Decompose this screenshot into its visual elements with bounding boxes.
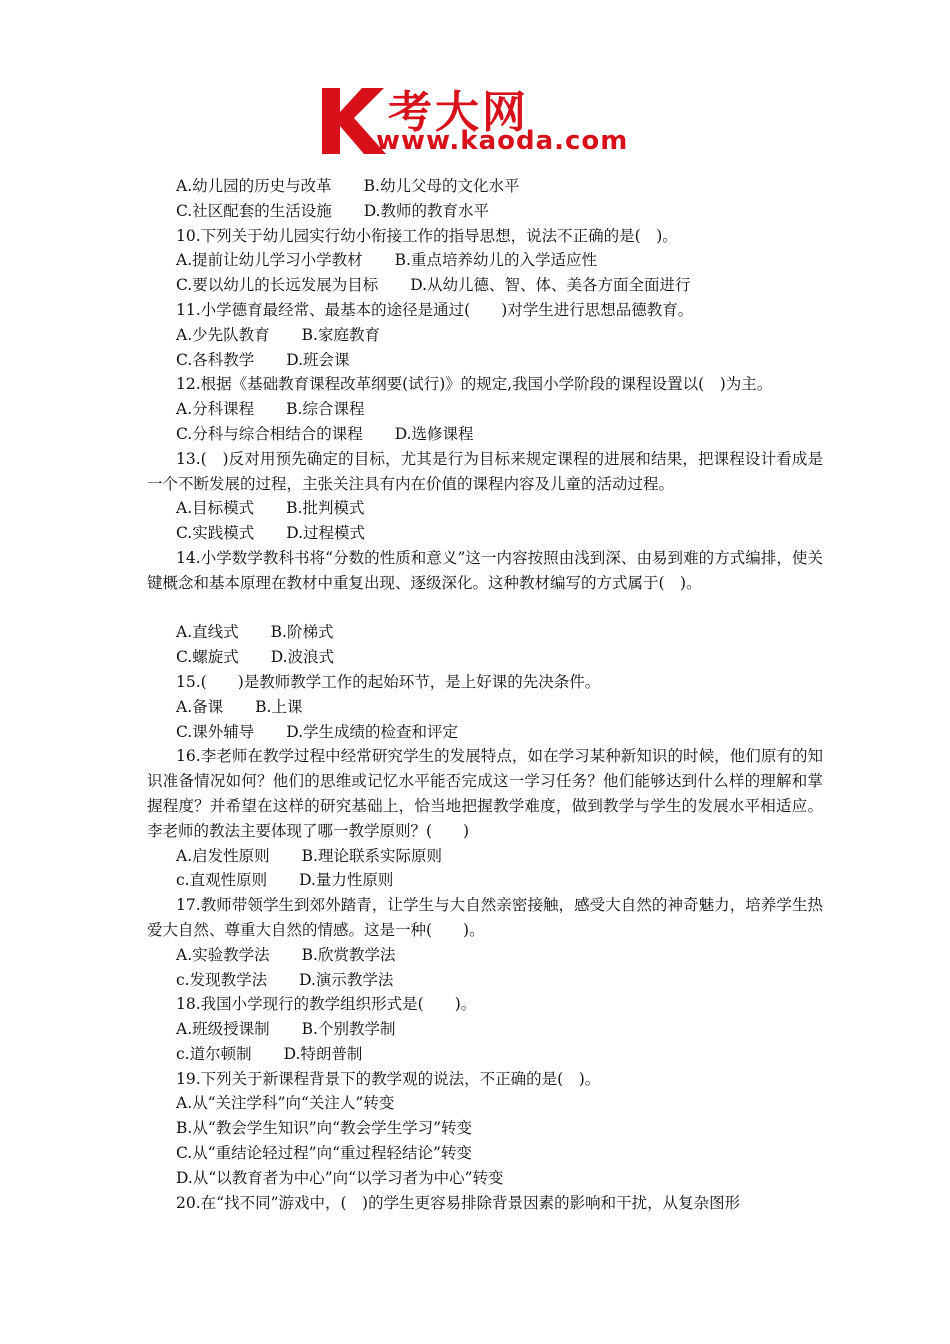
option-text: c.发现教学法 [176,970,268,989]
option-row [147,943,823,968]
option-text: B.欣赏教学法 [301,945,396,964]
option-row [147,174,823,199]
option-text: B.综合课程 [286,400,365,419]
option-text: c.直观性原则 [176,871,268,890]
option-row [147,844,823,869]
option-row [147,868,823,893]
option-text: B.批判模式 [286,499,365,518]
option-text: C.各科教学 [176,350,255,369]
option-row [147,323,823,348]
option-text: c.道尔顿制 [176,1044,252,1063]
option-text: C.实践模式 [176,524,255,543]
text-line: 19.下列关于新课程背景下的教学观的说法，不正确的是( )。 [176,1069,601,1088]
question-paragraph: 16.李老师在教学过程中经常研究学生的发展特点，如在学习某种新知识的时候，他们原有的知识准备情况如何？他们的思维或记忆水平能否完成这一学习任务？他们能够达到什么样的理解和掌握程度？并希望在这样的研究基础上，恰当地把握教学难度，做到教学与学生的发展水平相适应。李老师的教法主要体现了哪一教学原则？( ) [147,747,823,840]
option-text: C.社区配套的生活设施 [176,201,332,220]
option-text: D.从幼儿德、智、体、美各方面全面进行 [410,276,691,295]
option-row [147,273,823,298]
option-text: B.家庭教育 [301,325,380,344]
option-row [147,248,823,273]
option-text: D.波浪式 [270,648,335,667]
option-row [147,968,823,993]
option-text: D.过程模式 [286,524,366,543]
text-line: B.从“教会学生知识”向“教会学生学习”转变 [176,1119,473,1138]
option-text: B.理论联系实际原则 [301,846,442,865]
document-body [147,174,823,1215]
text-line: 11.小学德育最经常、最基本的途径是通过( )对学生进行思想品德教育。 [176,300,694,319]
text-line: D.从“以教育者为中心”向“以学习者为中心”转变 [176,1168,504,1187]
option-text: A.分科课程 [176,400,255,419]
option-text: D.特朗普制 [283,1044,363,1063]
text-line: 18.我国小学现行的教学组织形式是( )。 [176,995,477,1014]
text-line: 15.( )是教师教学工作的起始环节，是上好课的先决条件。 [176,672,601,691]
option-row [147,645,823,670]
logo-brand-text: 考大网 [388,87,529,138]
option-text: D.班会课 [286,350,350,369]
option-text: B.个别教学制 [301,1020,396,1039]
option-text: A.实验教学法 [176,945,270,964]
option-row [147,620,823,645]
question-paragraph: 13.( )反对用预先确定的目标，尤其是行为目标来规定课程的进展和结果，把课程设计看成是一个不断发展的过程，主张关注具有内在价值的课程内容及儿童的活动过程。 [147,449,823,493]
option-row [147,422,823,447]
option-text: A.启发性原则 [176,846,270,865]
option-row [147,720,823,745]
option-text: A.备课 [176,697,224,716]
option-row [147,496,823,521]
option-text: C.课外辅导 [176,722,255,741]
option-text: A.幼儿园的历史与改革 [176,177,332,195]
option-text: A.目标模式 [176,499,255,518]
option-text: B.重点培养幼儿的入学适应性 [394,251,597,270]
text-line: A.从“关注学科”向“关注人”转变 [176,1094,395,1113]
option-row [147,397,823,422]
question-paragraph: 17.教师带领学生到郊外踏青，让学生与大自然亲密接触，感受大自然的神奇魅力，培养学生热爱大自然、尊重大自然的情感。这是一种( )。 [147,896,823,939]
text-line: 12.根据《基础教育课程改革纲要(试行)》的规定,我国小学阶段的课程设置以( )为主。 [176,375,773,394]
option-text: D.量力性原则 [299,871,394,890]
option-text: D.选修课程 [394,424,474,443]
option-text: B.上课 [255,697,303,716]
option-row [147,1017,823,1042]
option-text: A.提前让幼儿学习小学教材 [176,251,363,270]
option-text: C.要以幼儿的长远发展为目标 [176,276,379,295]
option-row [147,348,823,373]
option-text: D.教师的教育水平 [363,201,490,220]
option-row [147,521,823,546]
option-text: A.少先队教育 [176,325,270,344]
option-row [147,199,823,224]
text-line: C.从“重结论轻过程”向“重过程轻结论”转变 [176,1144,472,1163]
option-text: B.阶梯式 [270,623,334,642]
option-row [147,1042,823,1067]
option-text: A.班级授课制 [176,1020,270,1039]
kaoda-logo [318,82,640,160]
text-line: 10.下列关于幼儿园实行幼小衔接工作的指导思想，说法不正确的是( )。 [176,226,678,245]
option-text: D.学生成绩的检查和评定 [286,722,459,741]
option-text: C.螺旋式 [176,648,239,667]
option-text: C.分科与综合相结合的课程 [176,424,363,443]
option-row [147,695,823,720]
option-text: D.演示教学法 [299,970,394,989]
option-text: A.直线式 [176,623,239,642]
option-text: B.幼儿父母的文化水平 [363,177,520,195]
text-line: 20.在“找不同”游戏中，( )的学生更容易排除背景因素的影响和干扰，从复杂图形 [176,1193,741,1212]
logo-url-text: www.kaoda.com [376,126,629,156]
question-paragraph: 14.小学数学教科书将“分数的性质和意义”这一内容按照由浅到深、由易到难的方式编排，使关键概念和基本原理在教材中重复出现、逐级深化。这种教材编写的方式属于( )。 [147,548,823,592]
